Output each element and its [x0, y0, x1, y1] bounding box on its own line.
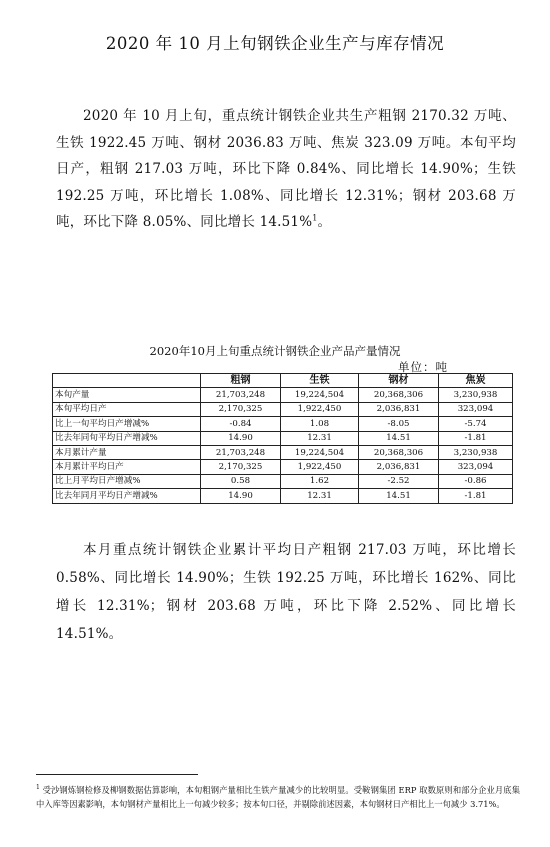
- page-title: 2020 年 10 月上旬钢铁企业生产与库存情况: [105, 34, 445, 53]
- table-cell: 3,230,938: [439, 445, 513, 459]
- table-cell: 21,703,248: [201, 388, 281, 402]
- row-label: 本旬平均日产: [53, 402, 201, 416]
- table-header-row: [53, 374, 513, 388]
- table-cell: 1,922,450: [281, 402, 359, 416]
- table-header-coke: 焦炭: [439, 374, 513, 388]
- table-cell: 0.58: [201, 474, 281, 488]
- table-cell: 21,703,248: [201, 445, 281, 459]
- row-label: 比上月平均日产增减%: [53, 474, 201, 488]
- intro-paragraph: [56, 103, 516, 236]
- table-row: [53, 402, 513, 416]
- table-header-crude-steel: 粗钢: [201, 374, 281, 388]
- table-cell: 14.51: [359, 489, 439, 503]
- footnote-mark: 1: [36, 784, 40, 792]
- row-label: 比上一旬平均日产增减%: [53, 417, 201, 431]
- table-cell: 323,094: [439, 402, 513, 416]
- table-row: [53, 474, 513, 488]
- table-cell: 14.90: [201, 431, 281, 445]
- table-cell: 1,922,450: [281, 460, 359, 474]
- table-unit: 单位：吨: [398, 360, 448, 374]
- table-cell: -1.81: [439, 489, 513, 503]
- footnote-text: 受沙钢炼钢检修及柳钢数据估算影响，本旬粗钢产量相比生铁产量减少的比较明显。受鞍钢集团 ERP 取数原则和部分企业月底集中入库等因素影响，本旬钢材产量相比上一旬减少较多；按本旬口径，并剔除前述因素，本旬钢材日产相比上一旬减少 3.71%。: [36, 785, 521, 809]
- table-cell: 19,224,504: [281, 445, 359, 459]
- footnote-divider: [36, 774, 198, 775]
- table-row: [53, 445, 513, 459]
- table-cell: 1.08: [281, 417, 359, 431]
- table-row: [53, 460, 513, 474]
- table-cell: -2.52: [359, 474, 439, 488]
- table-cell: 12.31: [281, 489, 359, 503]
- table-title: 2020年10月上旬重点统计钢铁企业产品产量情况: [149, 344, 401, 358]
- table-cell: 14.90: [201, 489, 281, 503]
- row-label: 本月累计平均日产: [53, 460, 201, 474]
- table-cell: 2,170,325: [201, 402, 281, 416]
- footnote: [36, 784, 520, 811]
- row-label: 比去年同月平均日产增减%: [53, 489, 201, 503]
- table-row: [53, 489, 513, 503]
- table-cell: 20,368,306: [359, 388, 439, 402]
- table-row: [53, 388, 513, 402]
- table-cell: 19,224,504: [281, 388, 359, 402]
- table-cell: -1.81: [439, 431, 513, 445]
- row-label: 本月累计产量: [53, 445, 201, 459]
- table-cell: 3,230,938: [439, 388, 513, 402]
- table-cell: 1.62: [281, 474, 359, 488]
- table-cell: 2,036,831: [359, 402, 439, 416]
- footnote-reference[interactable]: 1: [312, 213, 318, 223]
- table-cell: -0.84: [201, 417, 281, 431]
- table-cell: -0.86: [439, 474, 513, 488]
- table-cell: -5.74: [439, 417, 513, 431]
- table-row: [53, 417, 513, 431]
- table-cell: 2,170,325: [201, 460, 281, 474]
- table-header-pig-iron: 生铁: [281, 374, 359, 388]
- row-label: 本旬产量: [53, 388, 201, 402]
- monthly-summary-paragraph: 本月重点统计钢铁企业累计平均日产粗钢 217.03 万吨，环比增长 0.58%、同比增长 14.90%；生铁 192.25 万吨，环比增长 162%、同比增长 12.31%；钢材 203.68 万吨，环比下降 2.52%、同比增长 14.51%。: [56, 542, 516, 642]
- table-header-steel-products: 钢材: [359, 374, 439, 388]
- table-cell: 2,036,831: [359, 460, 439, 474]
- table-header-blank: [53, 374, 201, 388]
- intro-paragraph-end: 。: [317, 214, 332, 230]
- table-cell: 12.31: [281, 431, 359, 445]
- table-row: [53, 431, 513, 445]
- table-cell: 20,368,306: [359, 445, 439, 459]
- table-cell: 323,094: [439, 460, 513, 474]
- row-label: 比去年同旬平均日产增减%: [53, 431, 201, 445]
- table-cell: -8.05: [359, 417, 439, 431]
- table-cell: 14.51: [359, 431, 439, 445]
- production-table: [52, 373, 513, 504]
- intro-paragraph-text: 2020 年 10 月上旬，重点统计钢铁企业共生产粗钢 2170.32 万吨、生铁 1922.45 万吨、钢材 2036.83 万吨、焦炭 323.09 万吨。本旬平均日产，粗钢 217.03 万吨，环比下降 0.84%、同比增长 14.90%；生铁 192.25 万吨，环比增长 1.08%、同比增长 12.31%；钢材 203.68 万吨，环比下降 8.05%、同比增长 14.51%: [56, 108, 516, 230]
